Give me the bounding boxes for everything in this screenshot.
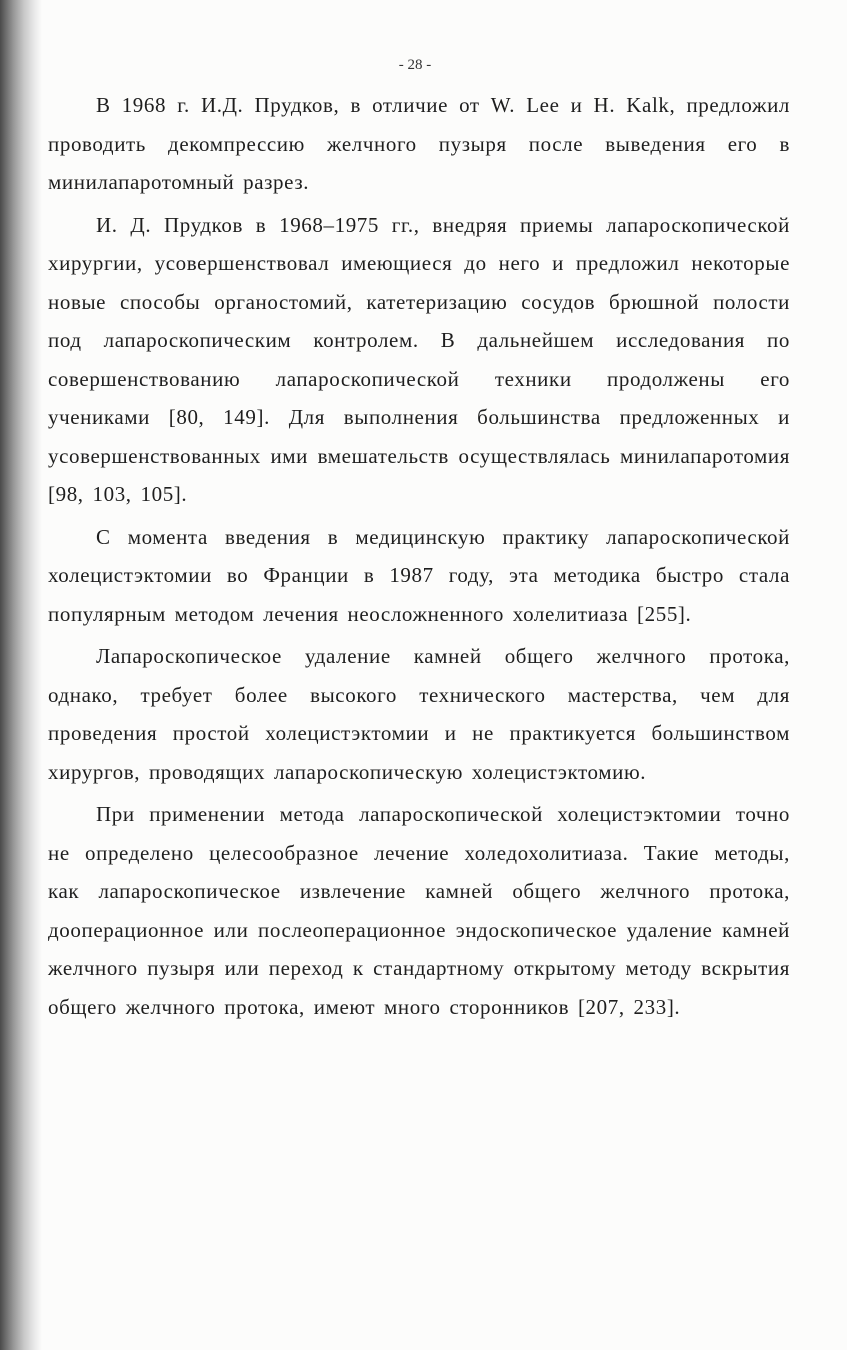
paragraph-bile-duct-stones: Лапароскопическое удаление камней общего желчного протока, однако, требует более высокого технического мастерства, чем для проведения простой холецистэктомии и не практикуется большинством хирургов, проводящих лапароскопическую холецистэктомию. <box>48 644 790 784</box>
body-text <box>48 86 790 1026</box>
paragraph-prudkov-1968: В 1968 г. И.Д. Прудков, в отличие от W. Lee и H. Kalk, предложил проводить декомпрессию желчного пузыря после выведения его в минилапаротомный разрез. <box>48 93 790 194</box>
page-number: - 28 - <box>398 57 432 73</box>
paragraph-prudkov-1968-1975: И. Д. Прудков в 1968–1975 гг., внедряя приемы лапароскопической хирургии, усовершенствовал имеющиеся до него и предложил некоторые новые способы органостомий, катетеризацию сосудов брюшной полости под лапароскопическим контролем. В дальнейшем исследования по совершенствованию лапароскопической техники продолжены его учениками [80, 149]. Для выполнения большинства предложенных и усовершенствованных ими вмешательств осуществлялась минилапаротомия [98, 103, 105]. <box>48 212 790 506</box>
binding-shadow <box>0 0 42 1350</box>
paragraph-choledocholithiasis: При применении метода лапароскопической холецистэктомии точно не определено целесообразное лечение холедохолитиаза. Такие методы, как лапароскопическое извлечение камней общего желчного протока, дооперационное или послеоперационное эндоскопическое удаление камней желчного пузыря или переход к стандартному открытому методу вскрытия общего желчного протока, имеют много сторонников [207, 233]. <box>48 802 790 1019</box>
paragraph-france-1987: С момента введения в медицинскую практику лапароскопической холецистэктомии во Франции в 1987 году, эта методика быстро стала популярным методом лечения неосложненного холелитиаза [255]. <box>48 524 790 626</box>
